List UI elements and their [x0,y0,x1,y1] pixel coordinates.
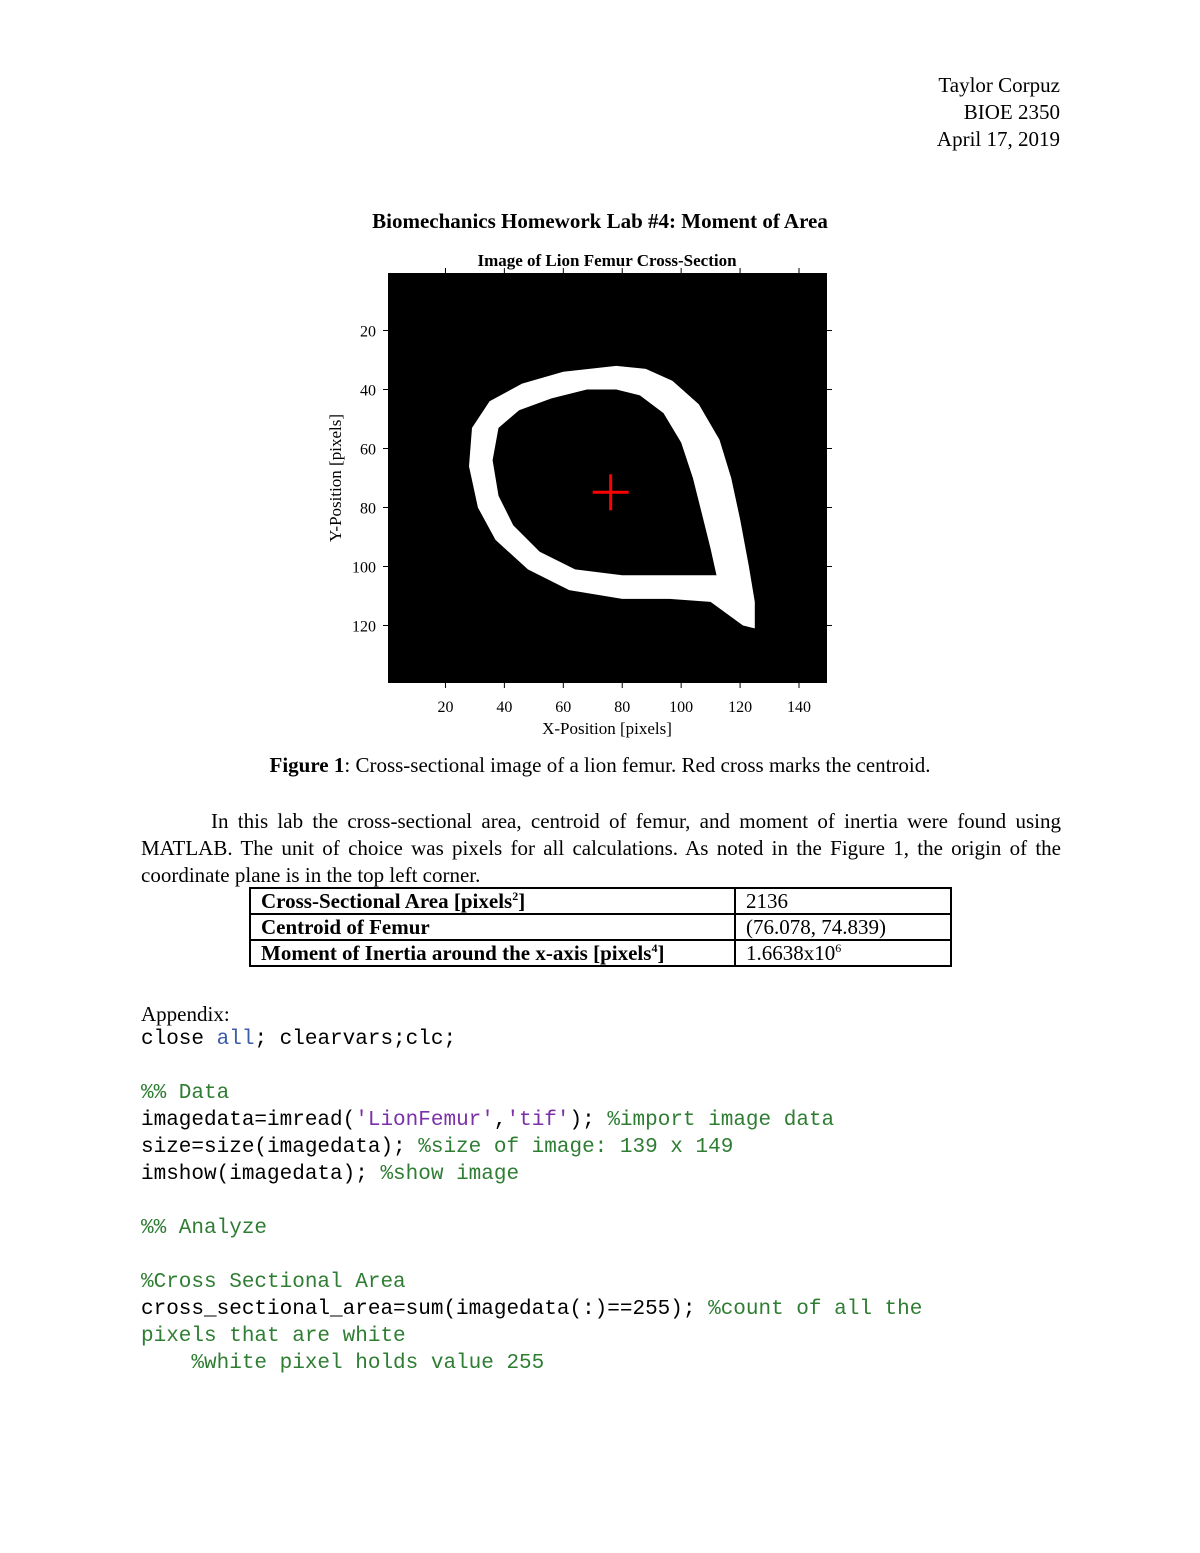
x-tick-label: 20 [437,699,454,716]
code-line: close all; clearvars;clc; [141,1028,457,1051]
row-label: Cross-Sectional Area [pixels$^2$] [250,888,735,914]
code-listing [141,1026,922,1377]
code-line [141,1053,922,1080]
results-table [249,887,952,967]
author-header [937,72,1060,153]
y-tick-label: 100 [352,559,376,577]
document-date: April 17, 2019 [936,127,1060,151]
x-tick-label: 100 [669,699,694,716]
y-tick-label: 80 [360,500,376,518]
y-axis-label: Y-Position [pixels] [326,414,345,542]
caption-text: : Cross-sectional image of a lion femur. Red cross marks the centroid. [344,753,931,777]
y-tick-label: 60 [360,441,376,459]
femur-figure [300,246,900,746]
code-line [141,1242,922,1269]
y-tick-label: 20 [360,323,376,341]
table-row [250,940,951,966]
x-tick-label: 80 [614,699,631,716]
body-paragraph: In this lab the cross-sectional area, centroid of femur, and moment of inertia were found using MATLAB. The unit of choice was pixels for all calculations. As noted in the Figure 1, the origin of the coordinate plane is in the top left corner. [141,809,1061,887]
row-value: 2136 [735,888,951,914]
y-tick-label: 40 [360,382,376,400]
x-axis-label: X-Position [pixels] [542,719,672,738]
figure-caption [0,753,1200,778]
code-line: imagedata=imread('LionFemur','tif'); %import image data [141,1109,835,1132]
code-line: %% Analyze [141,1217,268,1240]
image-panel [388,273,827,683]
plot-title: Image of Lion Femur Cross-Section [477,251,737,270]
author-name: Taylor Corpuz [938,73,1060,97]
y-tick-label: 120 [352,618,376,636]
code-line: %Cross Sectional Area [141,1271,406,1294]
code-line: pixels that are white [141,1325,406,1348]
row-label: Centroid of Femur [250,914,735,940]
code-line: %% Data [141,1082,230,1105]
course-code: BIOE 2350 [963,100,1060,124]
table-row [250,914,951,940]
document-title: Biomechanics Homework Lab #4: Moment of Area [372,209,828,233]
x-tick-label: 140 [787,699,812,716]
appendix-label: Appendix: [141,1002,230,1026]
x-tick-label: 60 [555,699,572,716]
row-value: (76.078, 74.839) [735,914,951,940]
x-tick-label: 40 [496,699,513,716]
caption-label: Figure 1 [269,753,345,777]
x-tick-label: 120 [728,699,753,716]
row-value: $1.6638x10^6$ [735,940,951,966]
code-line [141,1188,922,1215]
table-row [250,888,951,914]
row-label: Moment of Inertia around the x-axis [pixels$^4$] [250,940,735,966]
code-line: imshow(imagedata); %show image [141,1163,520,1186]
code-line: size=size(imagedata); %size of image: 139 x 149 [141,1136,734,1159]
code-line: cross_sectional_area=sum(imagedata(:)==255); %count of all the [141,1298,923,1321]
code-line: %white pixel holds value 255 [141,1352,545,1375]
